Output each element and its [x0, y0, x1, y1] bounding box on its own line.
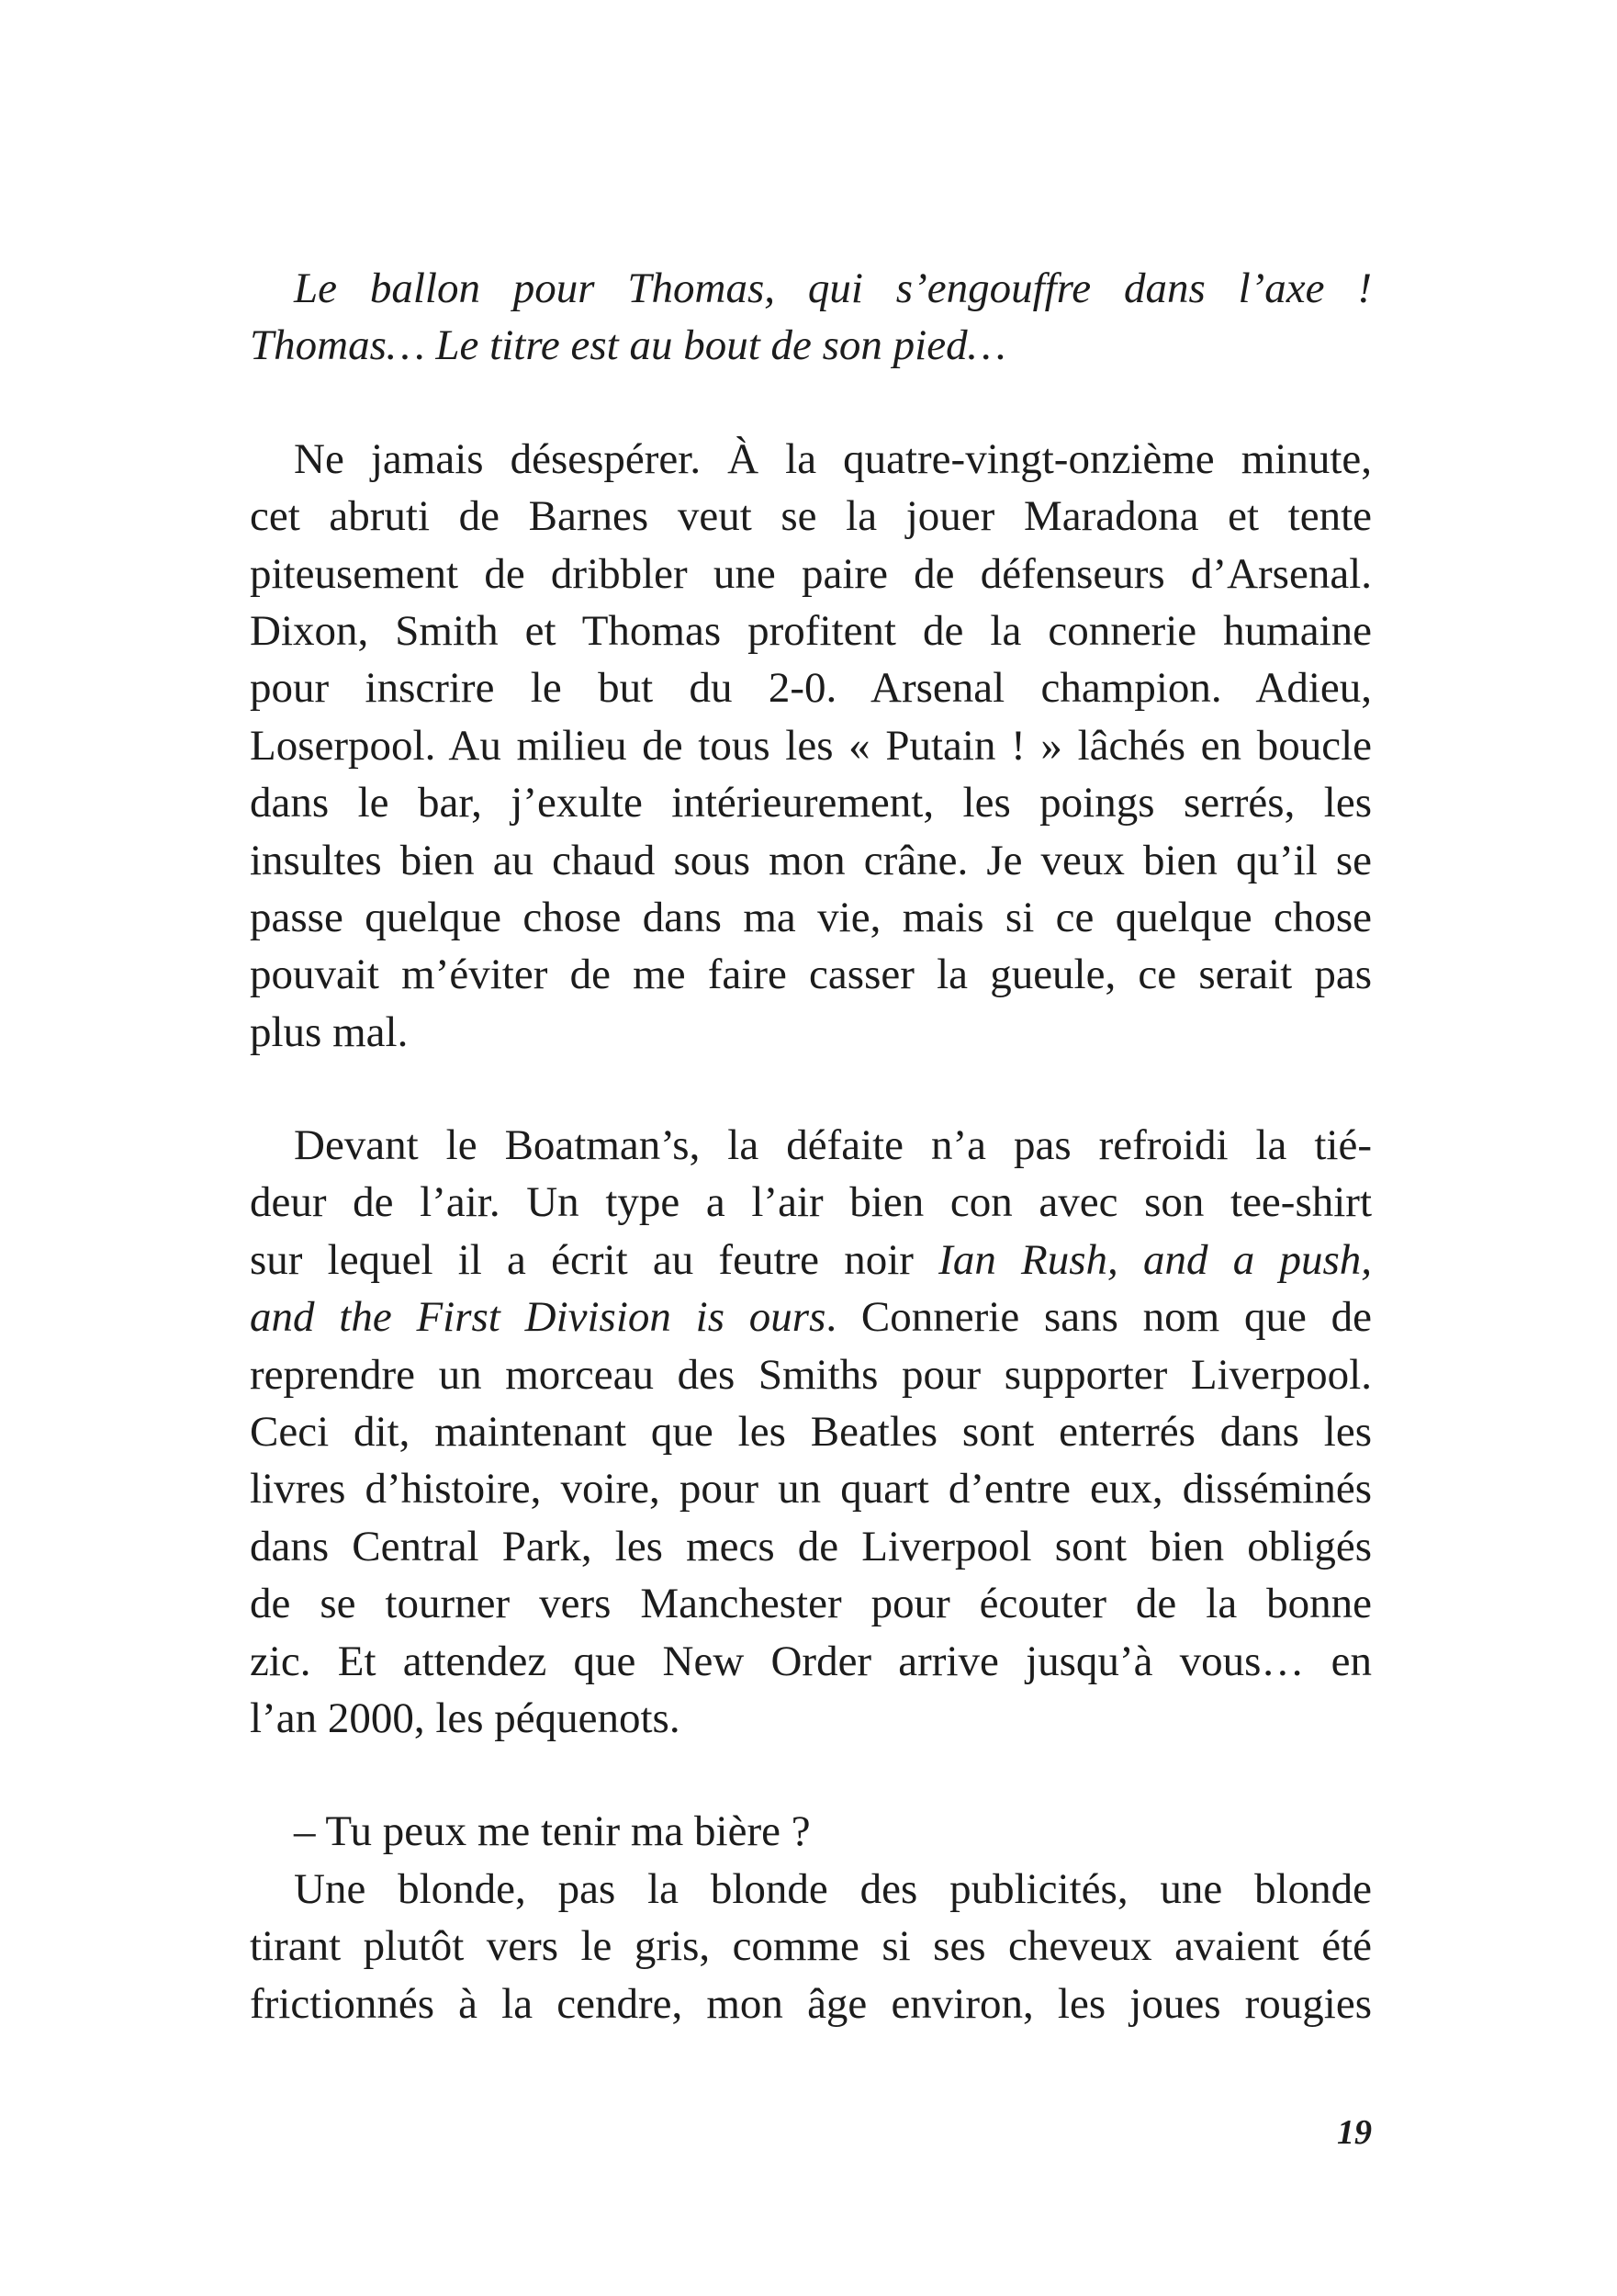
text-line: [250, 1975, 1372, 2032]
text-segment: tirant plutôt vers le gris, comme si ses cheveux avaient été: [250, 1922, 1372, 1971]
text-line: [250, 1232, 1372, 1289]
italic-text: Ian Rush, and a push,: [938, 1235, 1372, 1284]
text-segment: zic. Et attendez que New Order arrive jusqu’à vous… en: [250, 1637, 1372, 1685]
text-segment: dans le bar, j’exulte intérieurement, les poings serrés, les: [250, 779, 1372, 827]
page-number: 19: [1337, 2113, 1372, 2152]
text-line: [250, 1575, 1372, 1632]
paragraph-gap: [250, 1747, 1372, 1803]
text-segment: frictionnés à la cendre, mon âge environ, les joues rougies: [250, 1979, 1372, 2028]
text-line: [250, 317, 1372, 374]
text-segment: Loserpool. Au milieu de tous les « Putain ! » lâchés en boucle: [250, 721, 1372, 770]
text-segment: Devant le Boatman’s, la défaite n’a pas refroidi la tié-: [294, 1121, 1372, 1170]
text-segment: – Tu peux me tenir ma bière ?: [294, 1807, 811, 1856]
text-segment: plus mal.: [250, 1007, 409, 1056]
text-line: [250, 1346, 1372, 1403]
italic-text: Le ballon pour Thomas, qui s’engouffre dans l’axe !: [294, 264, 1372, 312]
text-line: [250, 1918, 1372, 1975]
text-line: [250, 1117, 1372, 1174]
text-line: [250, 1690, 1372, 1747]
text-line: [250, 946, 1372, 1003]
text-segment: l’an 2000, les péquenots.: [250, 1694, 680, 1742]
text-line: [250, 1174, 1372, 1231]
italic-text: Thomas… Le titre est au bout de son pied…: [250, 321, 1006, 370]
text-segment: piteusement de dribbler une paire de défenseurs d’Arsenal.: [250, 549, 1372, 598]
text-segment: Dixon, Smith et Thomas profitent de la connerie humaine: [250, 606, 1372, 655]
paragraph-gap: [250, 1061, 1372, 1117]
text-segment: Ne jamais désespérer. À la quatre-vingt-onzième minute,: [294, 434, 1372, 483]
text-line: [250, 1518, 1372, 1575]
text-segment: insultes bien au chaud sous mon crâne. Je veux bien qu’il se: [250, 836, 1372, 884]
text-line: [250, 659, 1372, 716]
text-segment: de se tourner vers Manchester pour écouter de la bonne: [250, 1580, 1372, 1628]
text-segment: reprendre un morceau des Smiths pour supporter Liverpool.: [250, 1350, 1372, 1399]
text-segment: Ceci dit, maintenant que les Beatles sont enterrés dans les: [250, 1408, 1372, 1457]
text-line: [250, 1403, 1372, 1460]
text-line: [250, 1861, 1372, 1918]
text-segment: Une blonde, pas la blonde des publicités, une blonde: [294, 1864, 1372, 1913]
text-line: [250, 1633, 1372, 1690]
text-line: [250, 1803, 1372, 1860]
paragraph-gap: [250, 375, 1372, 431]
text-line: [250, 602, 1372, 659]
text-segment: dans Central Park, les mecs de Liverpool sont bien obligés: [250, 1522, 1372, 1570]
text-line: [250, 717, 1372, 774]
text-segment: pouvait m’éviter de me faire casser la gueule, ce serait pas: [250, 951, 1372, 999]
text-line: [250, 889, 1372, 946]
text-segment: sur lequel il a écrit au feutre noir: [250, 1235, 939, 1284]
text-line: [250, 1289, 1372, 1345]
text-segment: . Connerie sans nom que de: [825, 1293, 1372, 1342]
text-segment: passe quelque chose dans ma vie, mais si ce quelque chose: [250, 893, 1372, 941]
text-line: [250, 1004, 1372, 1061]
italic-text: and the First Division is ours: [250, 1293, 826, 1342]
text-line: [250, 832, 1372, 889]
text-segment: deur de l’air. Un type a l’air bien con avec son tee-shirt: [250, 1178, 1372, 1227]
text-segment: pour inscrire le but du 2-0. Arsenal champion. Adieu,: [250, 664, 1372, 713]
text-line: [250, 431, 1372, 488]
body-text: [250, 260, 1372, 2032]
text-segment: cet abruti de Barnes veut se la jouer Maradona et tente: [250, 492, 1372, 541]
text-line: [250, 488, 1372, 545]
text-segment: livres d’histoire, voire, pour un quart d’entre eux, disséminés: [250, 1465, 1372, 1514]
text-line: [250, 1460, 1372, 1517]
text-line: [250, 546, 1372, 602]
text-line: [250, 260, 1372, 317]
text-line: [250, 774, 1372, 831]
